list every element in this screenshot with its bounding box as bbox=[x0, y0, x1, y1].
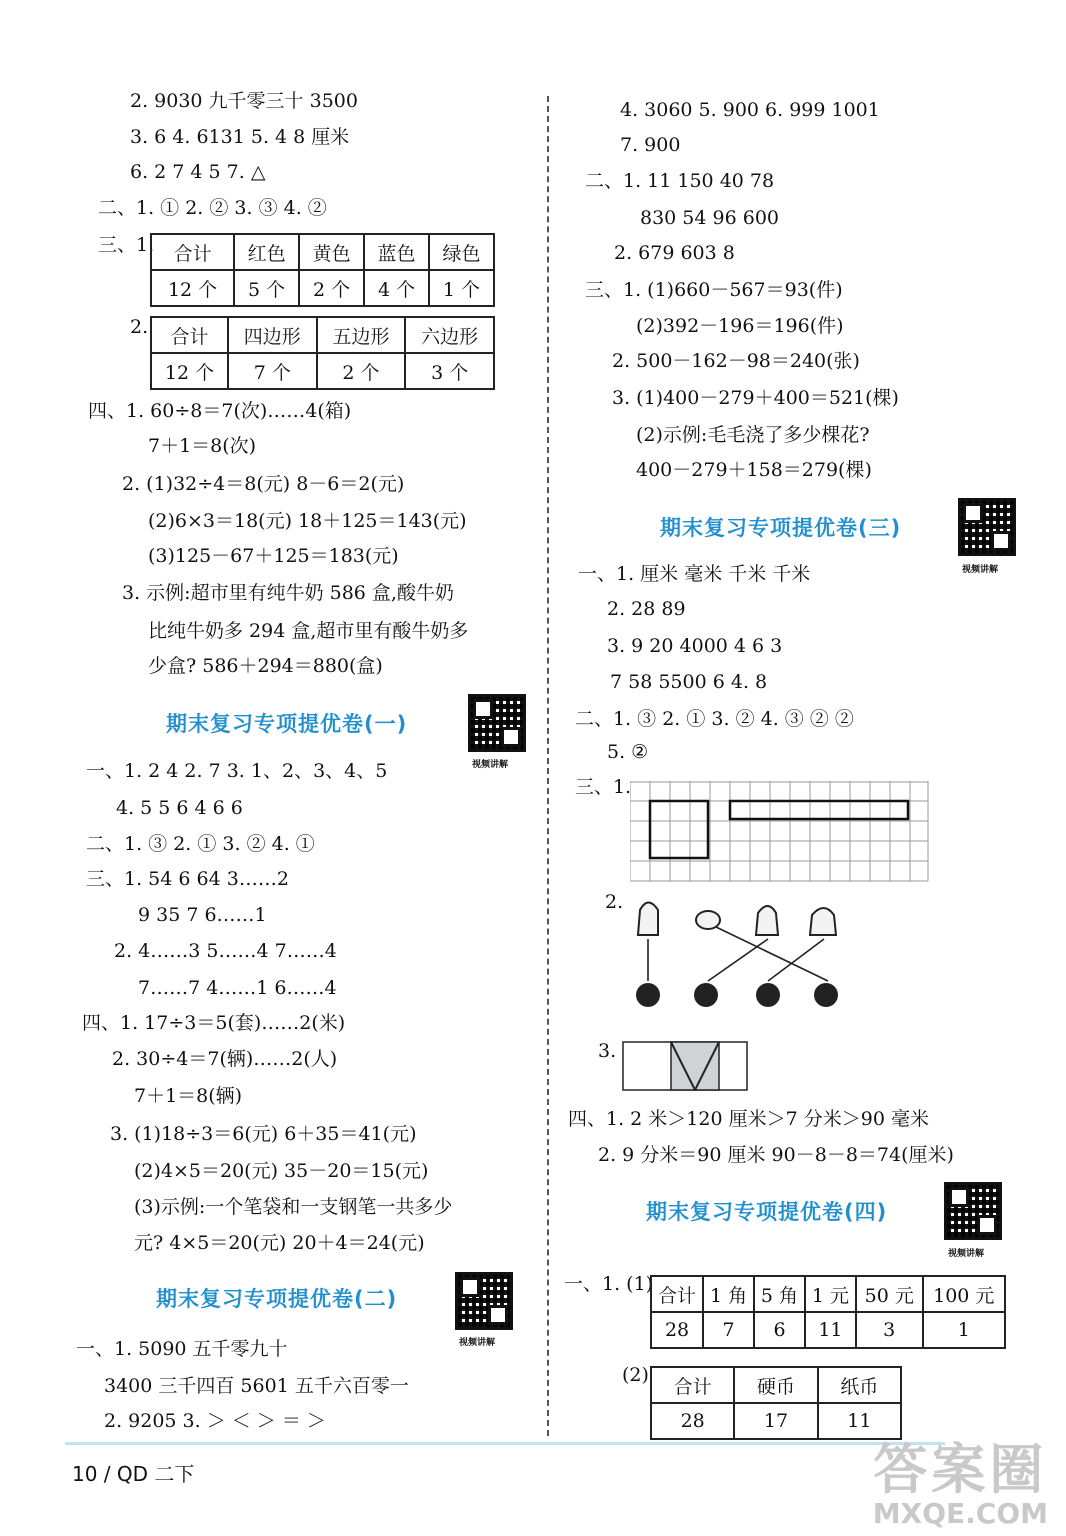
section-heading: 期末复习专项提优卷(一) bbox=[166, 712, 408, 736]
table-cell: 28 bbox=[651, 1403, 734, 1439]
column-divider bbox=[547, 96, 549, 1436]
answer-line: 少盒? 586＋294＝880(盒) bbox=[148, 655, 383, 677]
answer-line: 四、1. 60÷8＝7(次)……4(箱) bbox=[88, 400, 352, 422]
table-label: 一、1. (1) bbox=[564, 1273, 654, 1295]
answer-line: 二、1. ③ 2. ① 3. ② 4. ① bbox=[86, 833, 315, 855]
answer-line: 5. ② bbox=[607, 741, 649, 763]
table-cell: 12 个 bbox=[151, 353, 228, 389]
coin-note-table bbox=[650, 1366, 902, 1440]
answer-line: 7＋1＝8(辆) bbox=[134, 1085, 243, 1107]
answer-line: 7. 900 bbox=[620, 134, 681, 156]
shape-count-table bbox=[150, 316, 495, 390]
table-cell: 1 bbox=[923, 1312, 1005, 1348]
section-heading: 期末复习专项提优卷(四) bbox=[646, 1200, 888, 1224]
answer-line: 2. 30÷4＝7(辆)……2(人) bbox=[112, 1048, 338, 1070]
answer-line: 9 35 7 6……1 bbox=[138, 904, 267, 926]
table-cell: 硬币 bbox=[734, 1367, 817, 1403]
table-cell: 五边形 bbox=[317, 317, 406, 353]
table-cell: 六边形 bbox=[405, 317, 494, 353]
section-heading: 期末复习专项提优卷(二) bbox=[156, 1287, 398, 1311]
answer-line: 四、1. 2 米＞120 厘米＞7 分米＞90 毫米 bbox=[568, 1108, 929, 1130]
answer-line: 4. 3060 5. 900 6. 999 1001 bbox=[620, 99, 880, 121]
shape-figure bbox=[622, 1041, 748, 1091]
grid-drawing-figure bbox=[630, 781, 930, 883]
answer-line: 7 58 5500 6 4. 8 bbox=[610, 671, 768, 693]
table-cell: 1 个 bbox=[429, 270, 494, 306]
answer-line: 三、1. bbox=[575, 776, 632, 798]
table-cell: 6 bbox=[754, 1312, 805, 1348]
answer-line: 2. bbox=[605, 891, 624, 913]
table-cell: 17 bbox=[734, 1403, 817, 1439]
answer-line: 400－279＋158＝279(棵) bbox=[636, 459, 872, 481]
answer-line: 2. 4……3 5……4 7……4 bbox=[114, 940, 337, 962]
table-cell: 5 个 bbox=[234, 270, 299, 306]
bottom-rule bbox=[65, 1442, 945, 1445]
qr-code-icon[interactable] bbox=[944, 1182, 1002, 1240]
money-table bbox=[650, 1275, 1006, 1349]
table-cell: 2 个 bbox=[299, 270, 364, 306]
answer-line: 三、1. (1)660－567＝93(件) bbox=[585, 279, 843, 301]
answer-line: 3400 三千四百 5601 五千六百零一 bbox=[104, 1375, 409, 1397]
table-cell: 3 个 bbox=[405, 353, 494, 389]
qr-label: 视频讲解 bbox=[459, 1338, 496, 1348]
answer-line: (2)6×3＝18(元) 18＋125＝143(元) bbox=[148, 510, 467, 532]
answer-line: 7＋1＝8(次) bbox=[148, 435, 257, 457]
answer-line: 3. bbox=[598, 1040, 617, 1062]
answer-line: 2. 9205 3. ＞ ＜ ＞ ＝ ＞ bbox=[104, 1410, 326, 1432]
table-cell: 11 bbox=[818, 1403, 901, 1439]
answer-line: 3. 示例:超市里有纯牛奶 586 盒,酸牛奶 bbox=[122, 582, 454, 604]
answer-line: 2. 9030 九千零三十 3500 bbox=[130, 90, 358, 112]
answer-line: (2)示例:毛毛浇了多少棵花? bbox=[636, 424, 870, 446]
table-cell: 1 角 bbox=[703, 1276, 754, 1312]
answer-line: 3. 6 4. 6131 5. 4 8 厘米 bbox=[130, 126, 350, 148]
answer-line: 7……7 4……1 6……4 bbox=[138, 977, 337, 999]
answer-line: 元? 4×5＝20(元) 20＋4＝24(元) bbox=[134, 1232, 425, 1254]
table-cell: 100 元 bbox=[923, 1276, 1005, 1312]
qr-code-icon[interactable] bbox=[958, 498, 1016, 556]
answer-line: 6. 2 7 4 5 7. △ bbox=[130, 161, 266, 183]
qr-label: 视频讲解 bbox=[962, 565, 999, 575]
table-cell: 2 个 bbox=[317, 353, 406, 389]
table-cell: 11 bbox=[805, 1312, 856, 1348]
answer-line: 2. (1)32÷4＝8(元) 8－6＝2(元) bbox=[122, 473, 405, 495]
answer-line: 三、1. 54 6 64 3……2 bbox=[86, 868, 289, 890]
qr-label: 视频讲解 bbox=[472, 760, 509, 770]
answer-line: 3. 9 20 4000 4 6 3 bbox=[607, 635, 783, 657]
answer-line: (2)392－196＝196(件) bbox=[636, 315, 844, 337]
answer-line: 2. 9 分米＝90 厘米 90－8－8＝74(厘米) bbox=[598, 1144, 954, 1166]
answer-line: 比纯牛奶多 294 盒,超市里有酸牛奶多 bbox=[148, 620, 469, 642]
answer-line: 3. (1)18÷3＝6(元) 6＋35＝41(元) bbox=[110, 1123, 417, 1145]
watermark bbox=[872, 1437, 1048, 1531]
answer-line: 一、1. 厘米 毫米 千米 千米 bbox=[578, 563, 811, 585]
table-cell: 红色 bbox=[234, 234, 299, 270]
answer-line: 二、1. ③ 2. ① 3. ② 4. ③ ② ② bbox=[575, 708, 854, 730]
section-heading: 期末复习专项提优卷(三) bbox=[660, 516, 902, 540]
table-cell: 50 元 bbox=[856, 1276, 923, 1312]
answer-line: 2. 28 89 bbox=[607, 598, 686, 620]
watermark-line: MXQE.COM bbox=[872, 1497, 1048, 1531]
watermark-line: 答案圈 bbox=[873, 1437, 1048, 1501]
answer-line: 2. 679 603 8 bbox=[614, 242, 735, 264]
answer-line: 830 54 96 600 bbox=[640, 207, 780, 229]
table-cell: 绿色 bbox=[429, 234, 494, 270]
table-cell: 纸币 bbox=[818, 1367, 901, 1403]
table-label: 2. bbox=[130, 316, 149, 338]
table-label: (2) bbox=[622, 1364, 649, 1386]
table-label: 三、1. bbox=[98, 234, 155, 256]
table-cell: 合计 bbox=[151, 317, 228, 353]
table-cell: 12 个 bbox=[151, 270, 234, 306]
page-footer: 10 / QD 二下 bbox=[72, 1462, 195, 1486]
table-cell: 4 个 bbox=[364, 270, 429, 306]
table-cell: 合计 bbox=[651, 1367, 734, 1403]
answer-line: 2. 500－162－98＝240(张) bbox=[612, 350, 860, 372]
answer-line: 一、1. 5090 五千零九十 bbox=[76, 1338, 288, 1360]
table-cell: 5 角 bbox=[754, 1276, 805, 1312]
table-cell: 黄色 bbox=[299, 234, 364, 270]
answer-line: 四、1. 17÷3＝5(套)……2(米) bbox=[82, 1012, 346, 1034]
answer-line: (2)4×5＝20(元) 35－20＝15(元) bbox=[134, 1160, 429, 1182]
table-cell: 合计 bbox=[151, 234, 234, 270]
table-cell: 7 bbox=[703, 1312, 754, 1348]
answer-line: (3)125－67＋125＝183(元) bbox=[148, 545, 399, 567]
table-cell: 四边形 bbox=[228, 317, 317, 353]
answer-line: 一、1. 2 4 2. 7 3. 1、2、3、4、5 bbox=[86, 760, 388, 782]
qr-code-icon[interactable] bbox=[455, 1272, 513, 1330]
answer-line: 二、1. 11 150 40 78 bbox=[585, 170, 775, 192]
table-cell: 28 bbox=[651, 1312, 703, 1348]
table-cell: 蓝色 bbox=[364, 234, 429, 270]
answer-line: 4. 5 5 6 4 6 6 bbox=[116, 797, 243, 819]
qr-code-icon[interactable] bbox=[468, 694, 526, 752]
table-cell: 7 个 bbox=[228, 353, 317, 389]
answer-line: (3)示例:一个笔袋和一支钢笔一共多少 bbox=[134, 1196, 453, 1218]
table-cell: 合计 bbox=[651, 1276, 703, 1312]
table-cell: 1 元 bbox=[805, 1276, 856, 1312]
view-matching-figure bbox=[628, 895, 848, 1017]
answer-line: 二、1. ① 2. ② 3. ③ 4. ② bbox=[98, 197, 327, 219]
table-cell: 3 bbox=[856, 1312, 923, 1348]
qr-label: 视频讲解 bbox=[948, 1249, 985, 1259]
answer-line: 3. (1)400－279＋400＝521(棵) bbox=[612, 387, 899, 409]
color-count-table bbox=[150, 233, 495, 307]
